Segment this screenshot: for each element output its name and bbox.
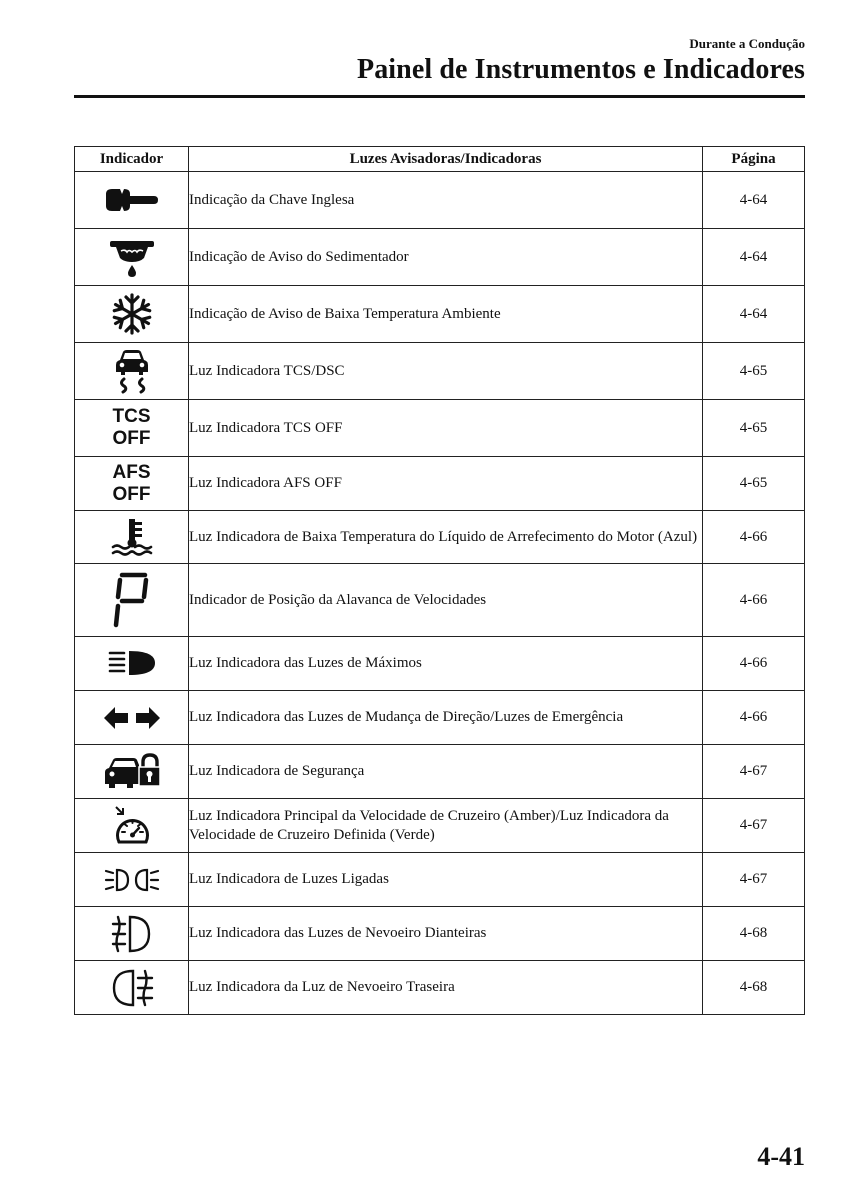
security-lock-car-icon [103, 752, 161, 792]
turn-signal-arrows-icon [102, 705, 162, 731]
table-row [75, 400, 805, 457]
afs-off-icon [113, 462, 151, 506]
afs-off-icon-line1: AFS [112, 461, 151, 483]
row-page: 4-66 [703, 691, 805, 745]
high-beam-icon [107, 649, 157, 679]
row-label: Indicação da Chave Inglesa [189, 172, 703, 229]
table-row [75, 799, 805, 853]
wrench-icon [102, 185, 162, 215]
row-label: Luz Indicadora da Luz de Nevoeiro Traseira [189, 961, 703, 1015]
table-row [75, 343, 805, 400]
table-row [75, 229, 805, 286]
table-row [75, 907, 805, 961]
row-label: Luz Indicadora de Baixa Temperatura do Líquido de Arrefecimento do Motor (Azul) [189, 511, 703, 564]
indicator-table [74, 146, 805, 1015]
row-page: 4-67 [703, 853, 805, 907]
row-label: Luz Indicadora de Luzes Ligadas [189, 853, 703, 907]
row-page: 4-64 [703, 286, 805, 343]
table-row [75, 564, 805, 637]
row-label: Luz Indicadora TCS/DSC [189, 343, 703, 400]
table-header-row [75, 147, 805, 172]
column-header-page: Página [703, 147, 805, 172]
tcs-off-icon [113, 406, 151, 450]
row-page: 4-65 [703, 343, 805, 400]
table-row [75, 691, 805, 745]
row-label: Indicador de Posição da Alavanca de Velocidades [189, 564, 703, 637]
row-label: Indicação de Aviso de Baixa Temperatura Ambiente [189, 286, 703, 343]
coolant-temp-icon [110, 517, 154, 557]
page-title: Painel de Instrumentos e Indicadores [357, 54, 805, 85]
row-label: Luz Indicadora das Luzes de Máximos [189, 637, 703, 691]
section-label: Durante a Condução [689, 36, 805, 51]
front-fog-icon [110, 914, 154, 954]
afs-off-icon-line2: OFF [112, 483, 151, 505]
lights-on-icon [104, 866, 160, 894]
row-page: 4-66 [703, 637, 805, 691]
row-page: 4-68 [703, 907, 805, 961]
row-page: 4-64 [703, 229, 805, 286]
sedimenter-icon [107, 236, 157, 278]
row-page: 4-65 [703, 457, 805, 511]
cruise-control-icon [110, 804, 154, 848]
row-page: 4-66 [703, 564, 805, 637]
row-page: 4-67 [703, 745, 805, 799]
tcs-off-icon-line2: OFF [112, 428, 151, 449]
row-label: Luz Indicadora das Luzes de Nevoeiro Dianteiras [189, 907, 703, 961]
table-row [75, 745, 805, 799]
rear-fog-icon [109, 968, 155, 1008]
page-number: 4-41 [757, 1142, 805, 1171]
table-row [75, 457, 805, 511]
gear-position-p-icon [112, 570, 152, 630]
row-label: Luz Indicadora Principal da Velocidade de Cruzeiro (Amber)/Luz Indicadora da Velocidade de Cruzeiro Definida (Verde) [189, 799, 703, 853]
title-rule [74, 95, 805, 98]
tcs-off-icon-line1: TCS [112, 406, 151, 427]
snowflake-icon [110, 292, 154, 336]
table-row [75, 961, 805, 1015]
table-row [75, 637, 805, 691]
table-row [75, 511, 805, 564]
row-label: Luz Indicadora das Luzes de Mudança de Direção/Luzes de Emergência [189, 691, 703, 745]
table-row [75, 853, 805, 907]
row-page: 4-67 [703, 799, 805, 853]
row-page: 4-66 [703, 511, 805, 564]
table-row [75, 172, 805, 229]
row-page: 4-64 [703, 172, 805, 229]
column-header-lights: Luzes Avisadoras/Indicadoras [189, 147, 703, 172]
row-label: Luz Indicadora AFS OFF [189, 457, 703, 511]
row-label: Luz Indicadora de Segurança [189, 745, 703, 799]
row-label: Luz Indicadora TCS OFF [189, 400, 703, 457]
column-header-indicator: Indicador [75, 147, 189, 172]
tcs-dsc-skid-icon [112, 348, 152, 394]
row-page: 4-68 [703, 961, 805, 1015]
row-page: 4-65 [703, 400, 805, 457]
table-row [75, 286, 805, 343]
row-label: Indicação de Aviso do Sedimentador [189, 229, 703, 286]
